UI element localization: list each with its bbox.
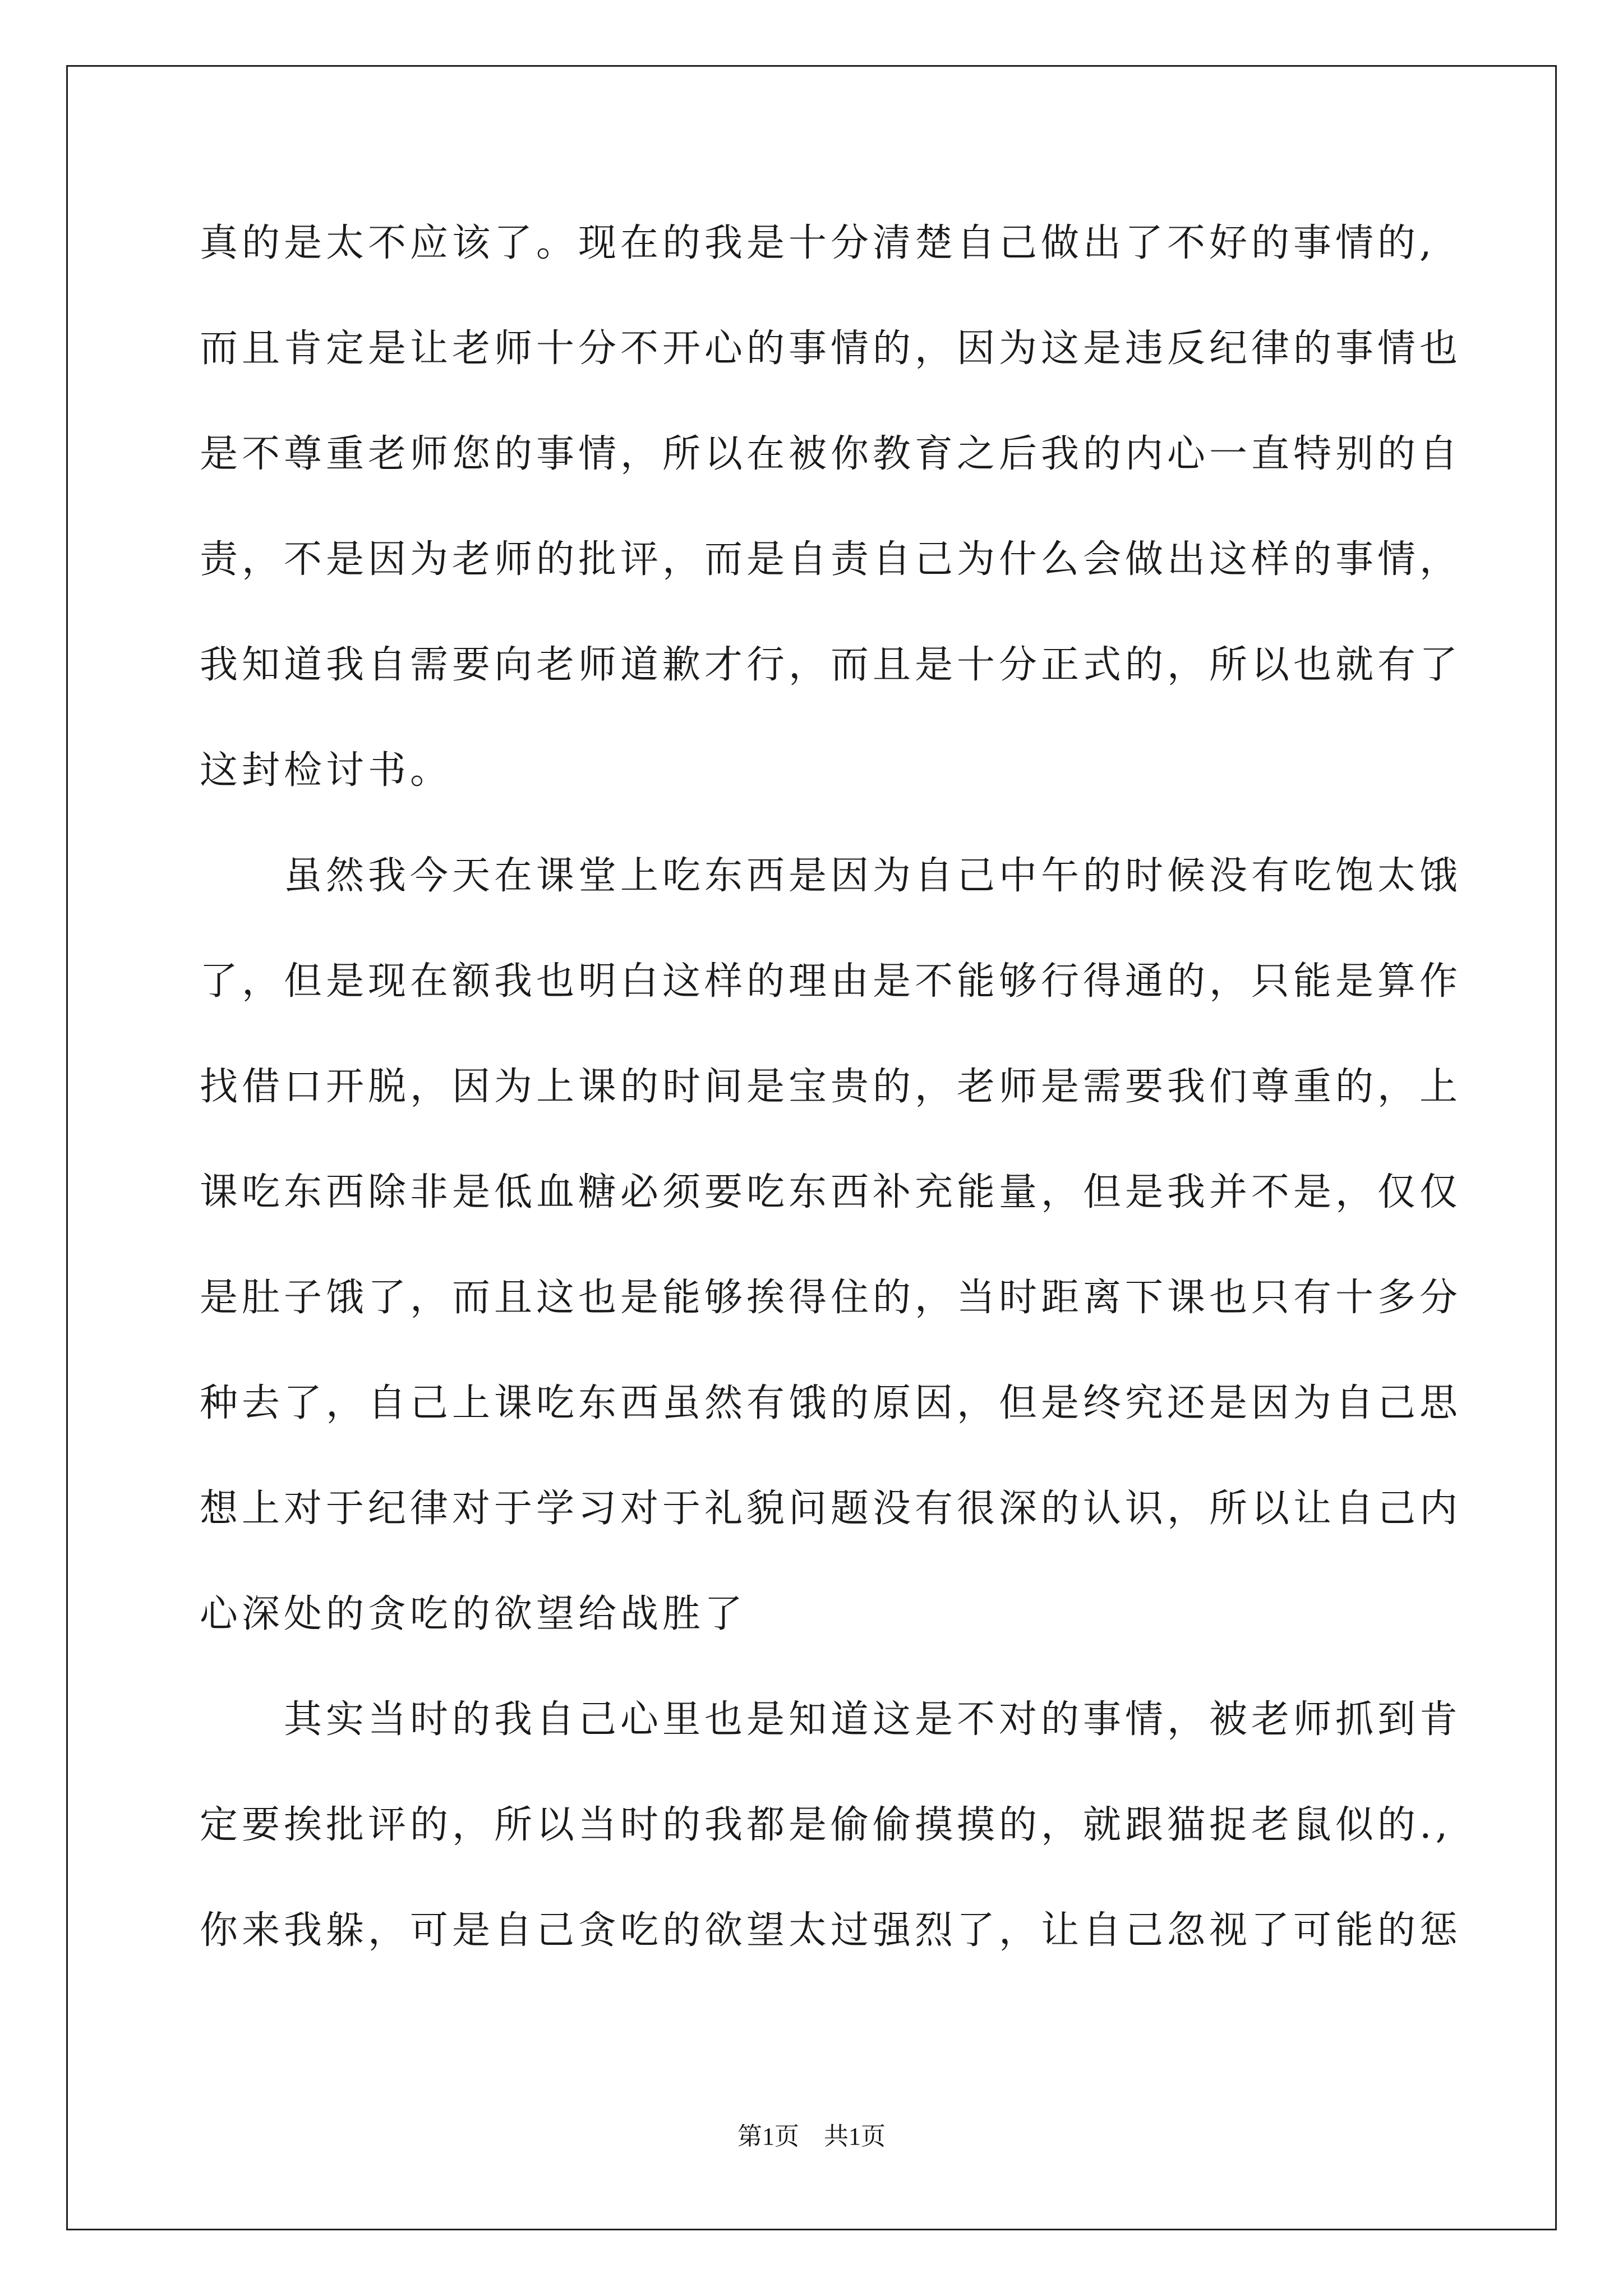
text-line: 是不尊重老师您的事情，所以在被你教育之后我的内心一直特别的自 bbox=[200, 432, 1462, 476]
text-line: 虽然我今天在课堂上吃东西是因为自己中午的时候没有吃饱太饿 bbox=[284, 854, 1462, 898]
paragraph-2 bbox=[200, 823, 1462, 1667]
text-line: 是肚子饿了，而且这也是能够挨得住的，当时距离下课也只有十多分 bbox=[200, 1276, 1462, 1320]
text-line: 课吃东西除非是低血糖必须要吃东西补充能量，但是我并不是，仅仅 bbox=[200, 1170, 1462, 1214]
page-number-footer: 第1页 共1页 bbox=[737, 2123, 886, 2150]
text-line: 种去了，自己上课吃东西虽然有饿的原因，但是终究还是因为自己思 bbox=[200, 1381, 1462, 1425]
text-line: 而且肯定是让老师十分不开心的事情的，因为这是违反纪律的事情也 bbox=[200, 326, 1462, 371]
text-line: 责，不是因为老师的批评，而是自责自己为什么会做出这样的事情， bbox=[200, 537, 1462, 582]
text-line: 想上对于纪律对于学习对于礼貌问题没有很深的认识，所以让自己内 bbox=[200, 1487, 1462, 1531]
text-line: 真的是太不应该了。现在的我是十分清楚自己做出了不好的事情的, bbox=[200, 221, 1436, 265]
text-line: 你来我躲，可是自己贪吃的欲望太过强烈了，让自己忽视了可能的惩 bbox=[200, 1908, 1462, 1953]
document-body bbox=[200, 191, 1462, 1984]
text-line: 了，但是现在额我也明白这样的理由是不能够行得通的，只能是算作 bbox=[200, 959, 1462, 1004]
paragraph-1 bbox=[200, 191, 1462, 823]
text-line: 定要挨批评的，所以当时的我都是偷偷摸摸的，就跟猫捉老鼠似的., bbox=[200, 1803, 1452, 1847]
text-line: 找借口开脱，因为上课的时间是宝贵的，老师是需要我们尊重的，上 bbox=[200, 1065, 1462, 1109]
text-line: 心深处的贪吃的欲望给战胜了 bbox=[200, 1592, 747, 1636]
text-line: 我知道我自需要向老师道歉才行，而且是十分正式的，所以也就有了 bbox=[200, 643, 1462, 687]
text-line: 这封检讨书。 bbox=[200, 748, 453, 793]
paragraph-3 bbox=[200, 1667, 1462, 1984]
text-line: 其实当时的我自己心里也是知道这是不对的事情，被老师抓到肯 bbox=[284, 1697, 1462, 1742]
